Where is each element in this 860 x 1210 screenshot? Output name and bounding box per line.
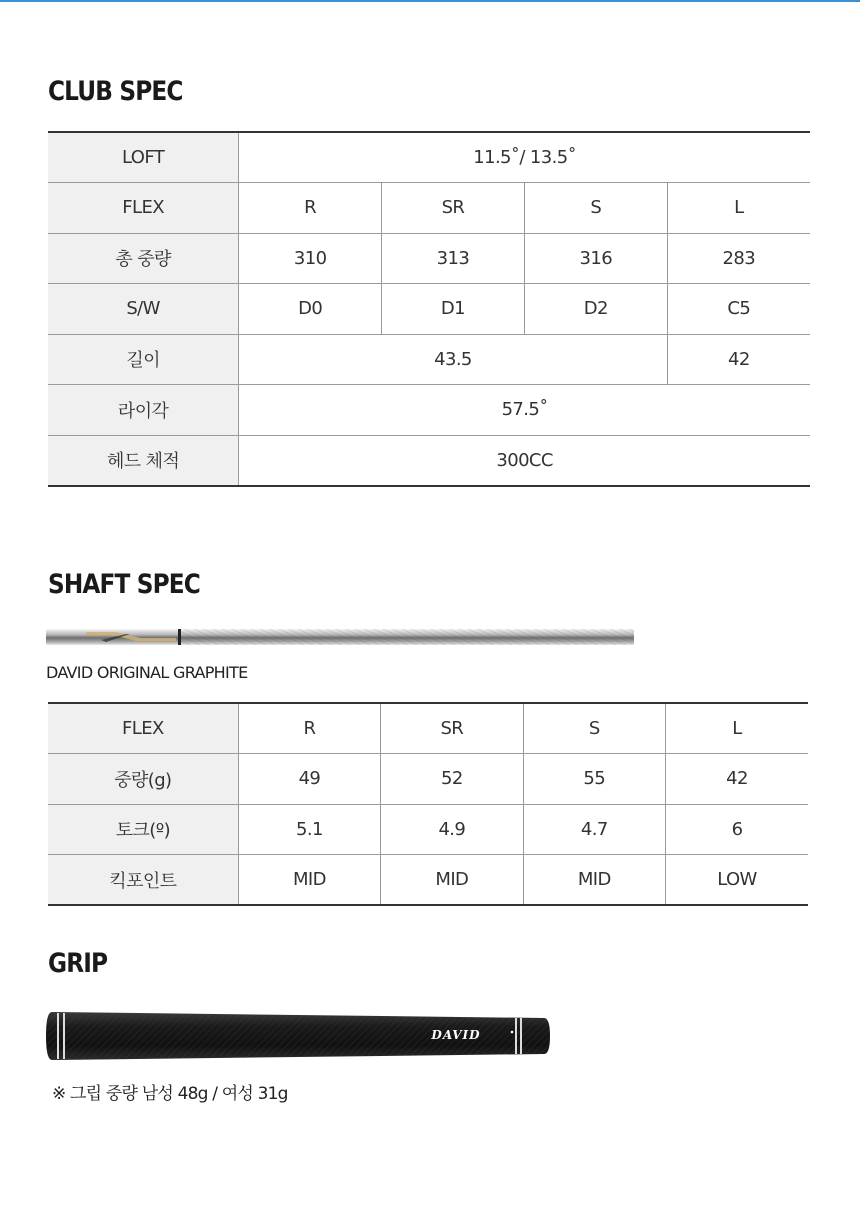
table-cell: C5 <box>667 284 810 335</box>
grip-image <box>46 1010 550 1062</box>
grip-title: GRIP <box>48 948 108 979</box>
table-row <box>48 703 808 754</box>
table-cell: 300CC <box>239 435 810 486</box>
table-cell: 4.7 <box>523 804 665 855</box>
table-row <box>48 132 810 183</box>
table-cell: 49 <box>238 754 380 805</box>
table-cell: S <box>524 183 667 234</box>
row-label: 총 중량 <box>48 233 239 284</box>
row-label: FLEX <box>48 703 238 754</box>
table-cell: SR <box>382 183 525 234</box>
table-cell: R <box>238 703 380 754</box>
table-cell: R <box>239 183 382 234</box>
table-cell: 42 <box>667 334 810 385</box>
table-cell: SR <box>381 703 523 754</box>
table-cell: 310 <box>239 233 382 284</box>
grip-weight-note: ※ 그립 중량 남성 48g / 여성 31g <box>52 1084 288 1104</box>
table-cell: LOW <box>665 855 808 906</box>
club-spec-table <box>48 131 810 487</box>
table-cell: 6 <box>665 804 808 855</box>
table-cell: S <box>523 703 665 754</box>
row-label: 토크(º) <box>48 804 238 855</box>
row-label: LOFT <box>48 132 239 183</box>
table-cell: D1 <box>382 284 525 335</box>
table-row <box>48 183 810 234</box>
table-cell: 42 <box>665 754 808 805</box>
table-cell: 313 <box>382 233 525 284</box>
club-spec-title: CLUB SPEC <box>48 76 183 107</box>
table-row <box>48 804 808 855</box>
row-label: 헤드 체적 <box>48 435 239 486</box>
table-cell: 55 <box>523 754 665 805</box>
table-row <box>48 754 808 805</box>
table-cell: 283 <box>667 233 810 284</box>
top-accent-rule <box>0 0 860 2</box>
grip-logo: DAVID <box>431 1028 481 1042</box>
table-cell: 5.1 <box>238 804 380 855</box>
table-cell: 52 <box>381 754 523 805</box>
table-row <box>48 334 810 385</box>
table-cell: MID <box>238 855 380 906</box>
table-cell: 4.9 <box>381 804 523 855</box>
shaft-spec-title: SHAFT SPEC <box>48 569 200 600</box>
table-cell: MID <box>523 855 665 906</box>
table-cell: 57.5˚ <box>239 385 810 436</box>
row-label: 중량(g) <box>48 754 238 805</box>
row-label: 길이 <box>48 334 239 385</box>
table-cell: 316 <box>524 233 667 284</box>
shaft-name: DAVID ORIGINAL GRAPHITE <box>46 663 248 682</box>
table-row <box>48 435 810 486</box>
row-label: 라이각 <box>48 385 239 436</box>
table-cell: MID <box>381 855 523 906</box>
table-cell: L <box>665 703 808 754</box>
shaft-image <box>46 626 634 648</box>
table-row <box>48 385 810 436</box>
table-cell: 43.5 <box>239 334 667 385</box>
shaft-spec-table <box>48 702 808 906</box>
table-row <box>48 284 810 335</box>
table-row <box>48 855 808 906</box>
row-label: FLEX <box>48 183 239 234</box>
loft-value: 11.5˚/ 13.5˚ <box>239 132 810 183</box>
table-cell: D0 <box>239 284 382 335</box>
row-label: S/W <box>48 284 239 335</box>
row-label: 킥포인트 <box>48 855 238 906</box>
table-cell: L <box>667 183 810 234</box>
table-cell: D2 <box>524 284 667 335</box>
table-row <box>48 233 810 284</box>
